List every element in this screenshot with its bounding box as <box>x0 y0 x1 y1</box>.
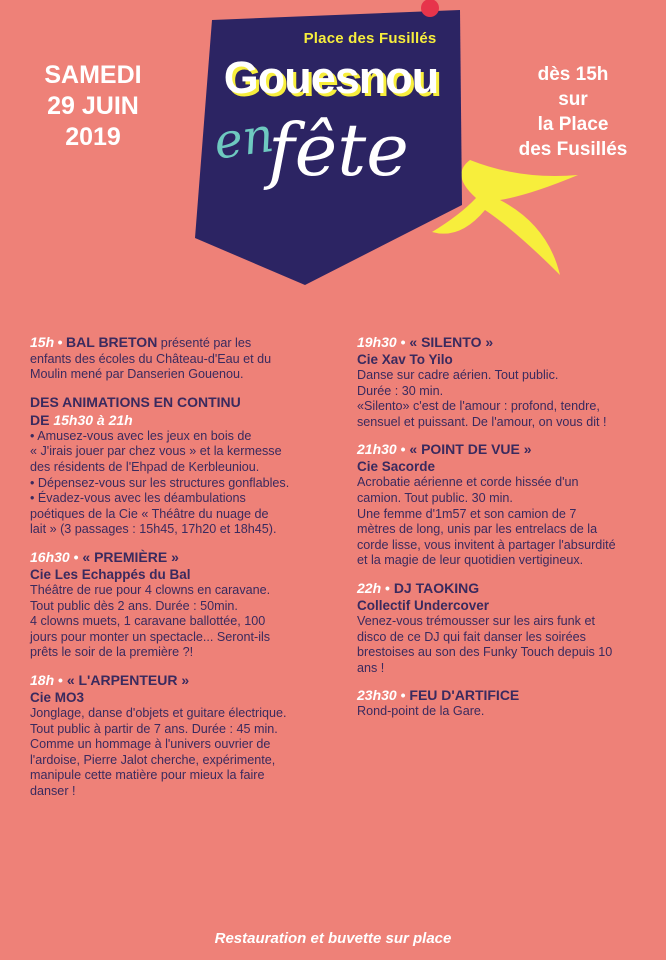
event-text: Acrobatie aérienne et corde hissée d'un <box>357 475 579 490</box>
date-line: 29 JUIN <box>47 92 139 120</box>
event-date <box>28 60 158 153</box>
bullet-dot: • <box>57 334 63 350</box>
bullet-dot: • <box>400 687 406 704</box>
event-time: 16h30 <box>30 548 70 565</box>
event-text: Danse sur cadre aérien. Tout public. <box>357 368 559 382</box>
animations-prefix: DE <box>30 411 54 428</box>
event-title: « SILENTO » <box>409 334 494 350</box>
event-text: poétiques de la Cie « Théâtre du nuage de <box>30 506 269 521</box>
event-text: • Évadez-vous avec les déambulations <box>30 491 246 506</box>
event-text: l'ardoise, Pierre Jalot cherche, expérimente, <box>30 752 276 767</box>
date-line: 2019 <box>65 123 121 151</box>
title-fete: fête <box>268 108 409 192</box>
event-company: Cie Les Echappés du Bal <box>30 566 191 582</box>
info-line: la Place <box>537 114 609 135</box>
bullet-dot: • <box>73 548 79 565</box>
bullet-dot: • <box>400 441 406 458</box>
event-title: DJ TAOKING <box>393 579 480 596</box>
event-text: 4 clowns muets, 1 caravane ballottée, 100 <box>30 614 266 629</box>
event-text: Moulin mené par Danserien Gouenou. <box>30 367 244 382</box>
event-title: FEU D'ARTIFICE <box>409 687 520 704</box>
event-text: • Dépensez-vous sur les structures gonflables. <box>30 475 290 490</box>
event-title: « POINT DE VUE » <box>409 441 532 458</box>
event-text: manipule cette matière pour mieux la faire <box>30 768 265 783</box>
event-text: ans ! <box>357 660 385 675</box>
event-title: « L'ARPENTEUR » <box>66 671 190 688</box>
event-text: mètres de long, unis par les entrelacs de la <box>357 522 598 537</box>
event-text: prêts le soir de la première ?! <box>30 645 194 660</box>
event-text: Durée : 30 min. <box>357 383 444 398</box>
event-feu-artifice <box>357 686 652 720</box>
event-time: 19h30 <box>357 334 397 350</box>
event-animations <box>30 393 330 538</box>
event-text: Théâtre de rue pour 4 clowns en caravane. <box>30 582 271 597</box>
event-company: Cie Sacorde <box>357 459 436 475</box>
event-heading <box>357 333 652 351</box>
place-label: Place des Fusillés <box>303 30 437 47</box>
event-text: «Silento» c'est de l'amour : profond, tendre, <box>357 399 600 414</box>
event-premiere <box>30 548 330 661</box>
event-silento <box>357 333 652 430</box>
bullet-dot: • <box>58 671 63 688</box>
start-info <box>488 62 658 162</box>
event-heading <box>30 548 330 566</box>
program-right-column <box>357 333 652 730</box>
event-text: Tout public dès 2 ans. Durée : 50min. <box>30 598 238 613</box>
event-text: Rond-point de la Gare. <box>357 704 485 719</box>
info-line: des Fusillés <box>518 139 628 160</box>
event-text: Tout public à partir de 7 ans. Durée : 45 min. <box>30 721 278 736</box>
event-text: des résidents de l'Ehpad de Kerbleuniou. <box>30 459 260 474</box>
event-text: brestoises au son des Funky Touch depuis 10 <box>357 645 613 660</box>
footer-note: Restauration et buvette sur place <box>214 930 452 947</box>
event-company: Cie MO3 <box>30 689 85 705</box>
event-heading <box>30 671 330 689</box>
event-time: 22h <box>357 579 382 596</box>
event-title: « PREMIÈRE » <box>82 548 179 565</box>
event-time: 18h <box>30 671 55 688</box>
event-text: présenté par les <box>157 336 252 350</box>
bullet-dot: • <box>385 579 390 596</box>
event-heading <box>357 686 652 704</box>
event-text: camion. Tout public. 30 min. <box>357 490 513 505</box>
event-text: Venez-vous trémousser sur les airs funk et <box>357 613 595 628</box>
event-point-de-vue <box>357 440 652 569</box>
event-text: disco de ce DJ qui fait danser les soirées <box>357 629 586 644</box>
event-company: Cie Xav To Yilo <box>357 352 453 367</box>
event-dj <box>357 579 652 676</box>
animations-time: 15h30 à 21h <box>53 411 133 428</box>
event-text: lait » (3 passages : 15h45, 17h20 et 18h45). <box>30 522 277 537</box>
event-title: BAL BRETON <box>66 334 158 350</box>
event-text: Comme un hommage à l'univers ouvrier de <box>30 737 271 752</box>
event-heading <box>357 579 652 597</box>
event-time: 23h30 <box>357 687 397 704</box>
event-text: enfants des écoles du Château-d'Eau et du <box>30 351 272 366</box>
bullet-dot: • <box>400 334 406 350</box>
event-bal-breton <box>30 333 330 383</box>
event-text: Jonglage, danse d'objets et guitare électrique. <box>30 705 287 720</box>
event-text: « J'irais jouer par chez vous » et la kermesse <box>30 444 282 459</box>
animations-title: DES ANIMATIONS EN CONTINU <box>30 393 241 410</box>
event-text: Une femme d'1m57 et son camion de 7 <box>357 506 577 521</box>
event-time: 15h <box>30 334 55 350</box>
event-text: sensuel et puissant. De l'amour, on vous dit ! <box>357 414 607 429</box>
event-heading <box>357 440 652 458</box>
event-text: corde lisse, vous invitent à partager l'absurdité <box>357 537 616 552</box>
date-line: SAMEDI <box>44 61 142 89</box>
event-arpenteur <box>30 671 330 800</box>
animations-title-line2 <box>30 411 330 429</box>
event-text: et la magie de leur quotidien vertigineux. <box>357 553 584 568</box>
info-line: dès 15h <box>537 64 609 85</box>
event-company: Collectif Undercover <box>357 597 490 613</box>
event-text: • Amusez-vous avec les jeux en bois de <box>30 428 252 443</box>
title-en: en <box>210 106 277 171</box>
program-left-column <box>30 333 330 809</box>
event-intro <box>30 333 330 352</box>
info-line: sur <box>558 89 588 110</box>
event-text: jours pour monter un spectacle... Seront-ils <box>30 629 271 644</box>
event-time: 21h30 <box>357 441 397 458</box>
event-text: danser ! <box>30 783 76 798</box>
title-gouesnou: Gouesnou <box>223 52 439 103</box>
